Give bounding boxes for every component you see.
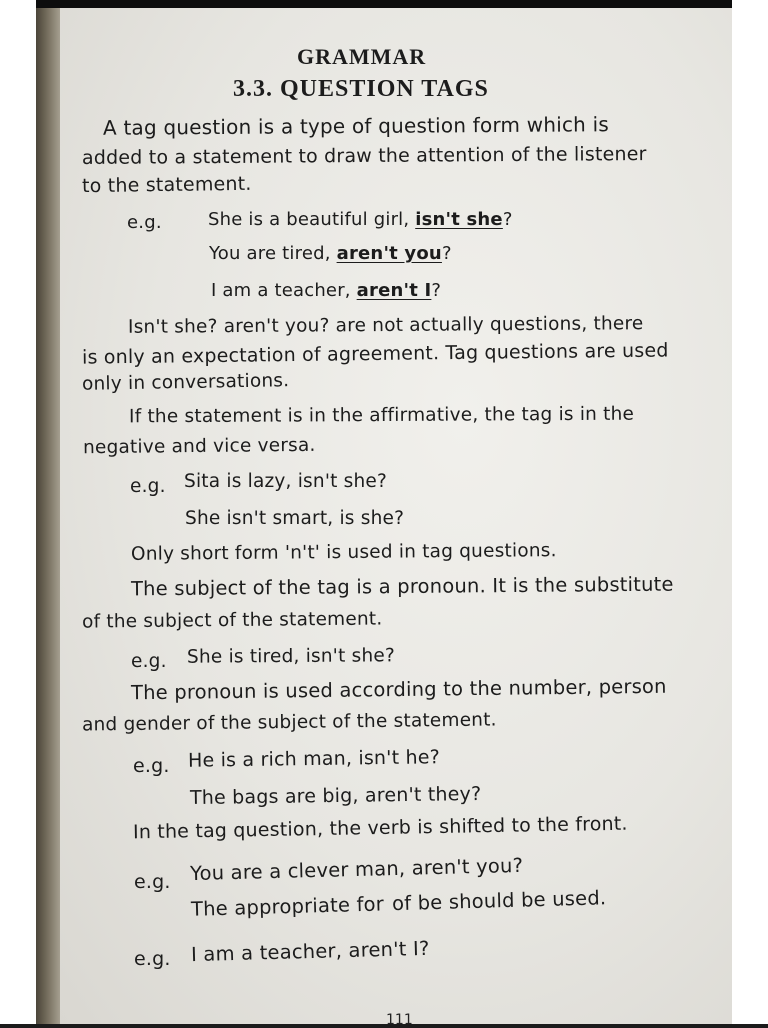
example-sentence: The bags are big, aren't they? bbox=[189, 782, 482, 810]
example-label: e.g. bbox=[131, 651, 167, 672]
paragraph-2-line-3: only in conversations. bbox=[81, 370, 290, 395]
paragraph-1-line-1: A tag question is a type of question form which is bbox=[102, 112, 609, 140]
question-mark: ? bbox=[431, 280, 442, 301]
example-sentence: The appropriate for of be should be used. bbox=[190, 886, 607, 921]
paragraph-6-line-1: The pronoun is used according to the number, person bbox=[130, 674, 667, 705]
example-sentence: You are a clever man, aren't you? bbox=[189, 853, 524, 886]
example-sentence: She isn't smart, is she? bbox=[185, 508, 405, 529]
example-sentence bbox=[209, 243, 452, 264]
paragraph-1-line-3: to the statement. bbox=[81, 172, 252, 198]
page-heading: GRAMMAR bbox=[297, 44, 427, 69]
section-title: 3.3. QUESTION TAGS bbox=[233, 76, 489, 102]
paragraph-5-line-1: The subject of the tag is a pronoun. It is the substitute bbox=[130, 572, 674, 601]
question-tag: aren't I bbox=[356, 280, 432, 301]
paragraph-6-line-2: and gender of the subject of the statement. bbox=[81, 709, 497, 736]
question-tag: isn't she bbox=[415, 209, 503, 230]
paragraph-2-line-1: Isn't she? aren't you? are not actually questions, there bbox=[127, 313, 644, 338]
paragraph-1-line-2: added to a statement to draw the attention of the listener bbox=[81, 143, 647, 169]
book-spine bbox=[36, 8, 60, 1024]
example-label: e.g. bbox=[134, 948, 171, 970]
paragraph-7: In the tag question, the verb is shifted to the front. bbox=[132, 812, 628, 844]
sentence-text: You are tired, bbox=[209, 243, 337, 264]
page-number: 111 bbox=[386, 1012, 413, 1028]
example-label: e.g. bbox=[127, 212, 162, 233]
paragraph-2-line-2: is only an expectation of agreement. Tag questions are used bbox=[81, 339, 669, 369]
question-mark: ? bbox=[441, 243, 452, 264]
example-label: e.g. bbox=[130, 476, 166, 497]
example-sentence: He is a rich man, isn't he? bbox=[187, 746, 441, 772]
paragraph-4: Only short form 'n't' is used in tag questions. bbox=[130, 540, 557, 565]
example-sentence bbox=[208, 209, 513, 230]
sentence-text: I am a teacher, bbox=[211, 280, 357, 301]
paragraph-3-line-1: If the statement is in the affirmative, the tag is in the bbox=[128, 403, 635, 428]
question-mark: ? bbox=[502, 209, 513, 230]
paragraph-3-line-2: negative and vice versa. bbox=[82, 434, 316, 459]
top-edge bbox=[36, 0, 732, 8]
sentence-text: She is a beautiful girl, bbox=[208, 209, 416, 230]
example-sentence bbox=[211, 280, 441, 301]
left-margin bbox=[0, 8, 36, 1024]
right-margin bbox=[732, 8, 768, 1024]
example-sentence: Sita is lazy, isn't she? bbox=[184, 471, 387, 492]
example-sentence: She is tired, isn't she? bbox=[186, 645, 396, 668]
example-label: e.g. bbox=[133, 755, 170, 777]
example-sentence: I am a teacher, aren't I? bbox=[190, 936, 430, 967]
paragraph-5-line-2: of the subject of the statement. bbox=[81, 608, 383, 633]
question-tag: aren't you bbox=[336, 243, 442, 264]
example-label: e.g. bbox=[134, 871, 171, 893]
